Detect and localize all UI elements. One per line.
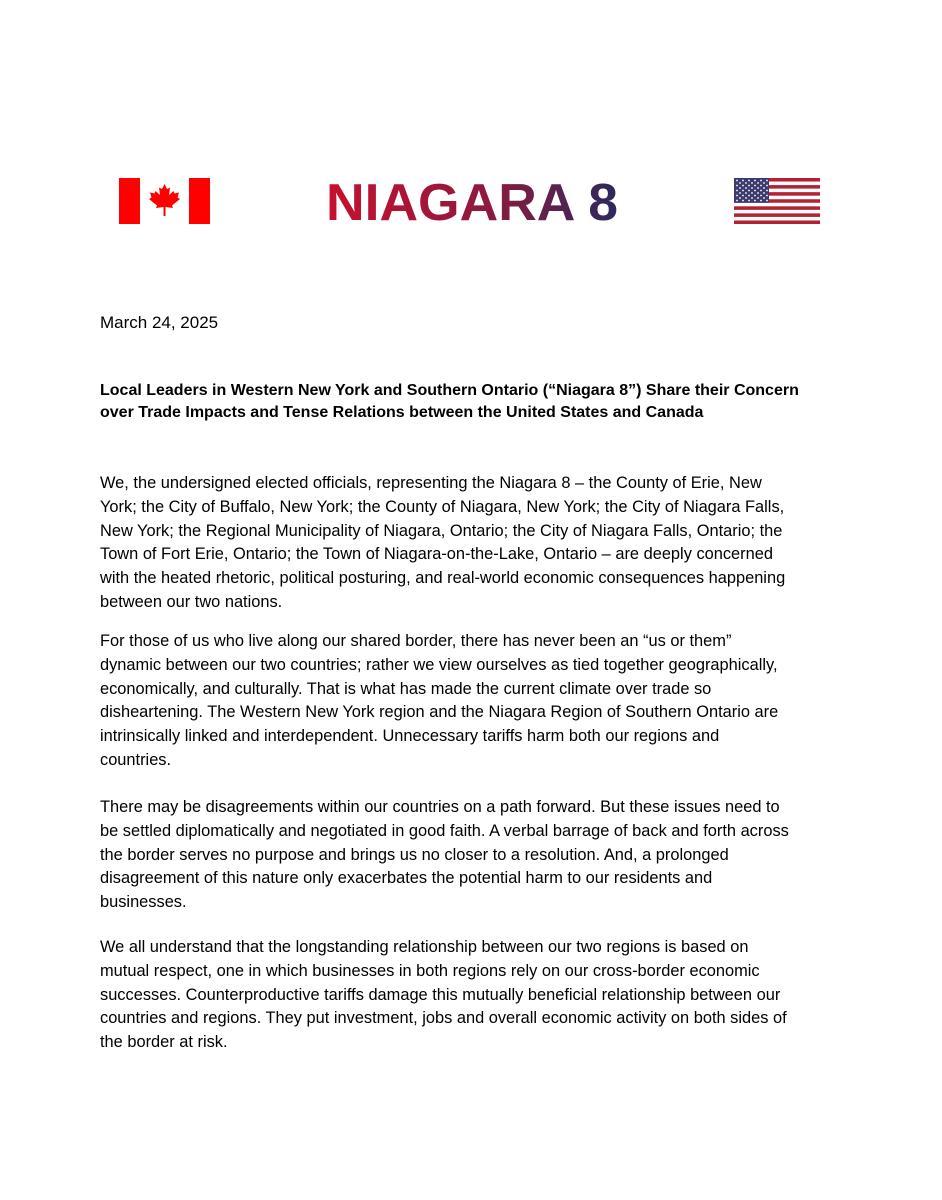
headline-line: Local Leaders in Western New York and Southern Ontario (“Niagara 8”) Share their Concern (100, 382, 799, 399)
paragraph-line: be settled diplomatically and negotiated in good faith. A verbal barrage of back and forth across (100, 821, 789, 840)
letterhead (0, 170, 942, 230)
paragraph-line: countries and regions. They put investment, jobs and overall economic activity on both sides of (100, 1009, 787, 1028)
letter-date: March 24, 2025 (100, 313, 219, 332)
usa-flag-icon (734, 178, 820, 224)
paragraph-4 (100, 936, 845, 1055)
paragraph-line: disagreement of this nature only exacerbates the potential harm to our residents and (100, 869, 713, 888)
paragraph-3 (100, 796, 845, 915)
niagara-8-logo (322, 170, 622, 230)
paragraph-1 (100, 472, 845, 615)
paragraph-line: dynamic between our two countries; rather we view ourselves as tied together geographically, (100, 655, 778, 674)
paragraph-line: For those of us who live along our shared border, there has never been an “us or them” (100, 632, 732, 650)
paragraph-line: the border at risk. (100, 1033, 228, 1052)
paragraph-line: We, the undersigned elected officials, representing the Niagara 8 – the County of Erie, New (100, 474, 762, 492)
paragraph-line: with the heated rhetoric, political posturing, and real-world economic consequences happening (100, 569, 786, 588)
paragraph-2 (100, 630, 845, 773)
paragraph-line: New York; the Regional Municipality of Niagara, Ontario; the City of Niagara Falls, Ontario; the (100, 521, 783, 540)
paragraph-line: businesses. (100, 893, 187, 912)
paragraph-line: successes. Counterproductive tariffs damage this mutually beneficial relationship between our (100, 985, 781, 1004)
paragraph-line: We all understand that the longstanding relationship between our two regions is based on (100, 938, 749, 956)
paragraph-line: countries. (100, 750, 172, 769)
paragraph-line: Town of Fort Erie, Ontario; the Town of Niagara-on-the-Lake, Ontario – are deeply concerned (100, 545, 773, 564)
paragraph-line: intrinsically linked and interdependent. Unnecessary tariffs harm both our regions and (100, 727, 720, 746)
paragraph-line: the border serves no purpose and brings us no closer to a resolution. And, a prolonged (100, 845, 729, 864)
paragraph-line: York; the City of Buffalo, New York; the County of Niagara, New York; the City of Niagara Falls, (100, 497, 785, 516)
canada-flag-icon (119, 178, 210, 224)
paragraph-line: disheartening. The Western New York region and the Niagara Region of Southern Ontario are (100, 703, 779, 722)
headline-line: over Trade Impacts and Tense Relations between the United States and Canada (100, 404, 704, 421)
paragraph-line: economically, and culturally. That is what has made the current climate over trade so (100, 679, 712, 698)
paragraph-line: There may be disagreements within our countries on a path forward. But these issues need to (100, 798, 780, 816)
paragraph-line: between our two nations. (100, 592, 283, 611)
paragraph-line: mutual respect, one in which businesses in both regions rely on our cross-border economic (100, 961, 760, 980)
letter-headline (100, 380, 840, 424)
logo-text: NIAGARA 8 (326, 174, 618, 230)
